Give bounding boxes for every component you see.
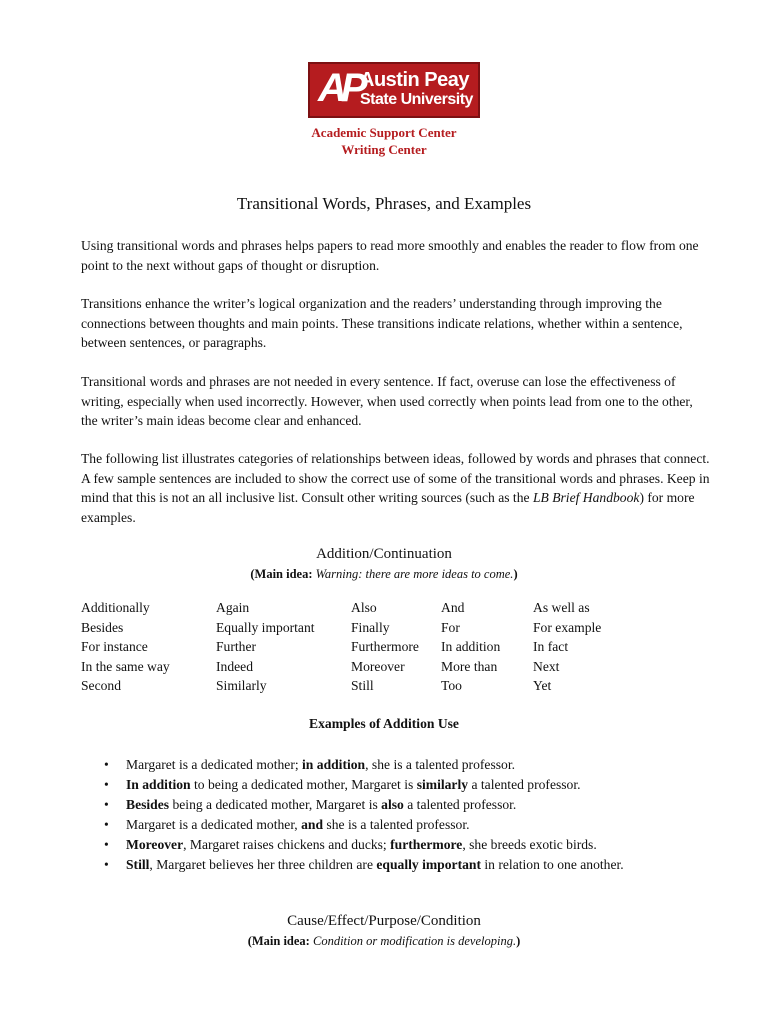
- logo-line-1: Austin Peay: [360, 69, 469, 91]
- example-text: Margaret is a dedicated mother,: [126, 817, 302, 832]
- document-title: Transitional Words, Phrases, and Examples: [236, 194, 532, 213]
- para4-after: ) for more examples.: [81, 490, 695, 525]
- main-idea-label-2: (Main idea:: [247, 934, 310, 948]
- transition-word: Additionally: [81, 600, 150, 615]
- example-text: , she is a talented professor.: [365, 757, 515, 772]
- transition-word: Similarly: [216, 678, 267, 694]
- transition-word: For instance: [81, 639, 148, 655]
- section-title-addition: Addition/Continuation: [316, 546, 452, 562]
- center-name: Writing Center: [341, 142, 427, 157]
- para4-before: The following list illustrates categories of relationships between ideas, followed by words and phrases that connect. A few sample sentences are included to show the correct use of some of the transitional words and phrases. Keep in mind that this is not an all inclusive list. Consult other writing sources (such as the: [81, 451, 710, 506]
- bullet-icon: •: [104, 817, 109, 832]
- university-logo: [308, 62, 480, 118]
- transition-word: Furthermore: [351, 639, 419, 655]
- example-text: a talented professor.: [403, 797, 517, 812]
- transition-word: In addition: [441, 639, 501, 655]
- main-idea-close-2: ): [516, 934, 521, 948]
- paragraph-list-intro: [81, 449, 711, 527]
- bullet-icon: •: [104, 757, 109, 772]
- example-item: [104, 795, 704, 815]
- transition-word: Moreover: [351, 658, 405, 674]
- addition-word-list: [81, 600, 701, 698]
- example-item: [104, 835, 704, 855]
- transition-highlight: similarly: [416, 777, 469, 792]
- example-text: a talented professor.: [468, 777, 581, 792]
- transition-word: Again: [216, 600, 250, 615]
- example-item: [104, 855, 704, 875]
- transition-word: For: [441, 619, 460, 635]
- transition-word: Further: [216, 639, 257, 655]
- word-row: [81, 659, 701, 679]
- word-row: [81, 620, 701, 640]
- transition-highlight: in addition: [302, 757, 366, 772]
- example-item: [104, 815, 704, 835]
- word-row: [81, 639, 701, 659]
- example-text: to being a dedicated mother, Margaret is: [190, 777, 417, 792]
- example-text: Margaret is a dedicated mother;: [126, 757, 303, 772]
- main-idea-text-2: Condition or modification is developing.: [312, 934, 517, 948]
- bullet-icon: •: [104, 797, 109, 812]
- handbook-title: LB Brief Handbook: [532, 490, 640, 506]
- example-item: [104, 775, 704, 795]
- transition-word: Next: [533, 658, 560, 674]
- logo-mark: AP: [318, 66, 362, 110]
- paragraph-transitions: Transitions enhance the writer’s logical organization and the readers’ understanding through improving the connections between thoughts and main points. These transitions indicate relations, whether within a sentence, between sentences, or paragraphs.: [81, 296, 683, 351]
- transition-highlight: equally important: [376, 857, 481, 872]
- main-idea-label: (Main idea:: [250, 567, 313, 581]
- transition-highlight: Still: [126, 857, 150, 872]
- transition-word: Also: [351, 600, 377, 615]
- section-title-cause: Cause/Effect/Purpose/Condition: [287, 913, 481, 929]
- transition-word: Still: [351, 678, 374, 694]
- main-idea-text: Warning: there are more ideas to come.: [315, 567, 514, 581]
- example-text: , Margaret raises chickens and ducks;: [183, 837, 391, 852]
- transition-highlight: and: [301, 817, 324, 832]
- word-row: [81, 600, 701, 620]
- transition-highlight: furthermore: [390, 837, 463, 852]
- transition-highlight: In addition: [126, 777, 191, 792]
- main-idea-close: ): [513, 567, 518, 581]
- section-subtitle-addition: [0, 567, 768, 582]
- example-text: being a dedicated mother, Margaret is: [169, 797, 382, 812]
- transition-word: More than: [441, 658, 498, 674]
- transition-word: Second: [81, 678, 122, 694]
- paragraph-intro: Using transitional words and phrases helps papers to read more smoothly and enables the reader to flow from one point to the next without gaps of thought or disruption.: [81, 238, 699, 273]
- transition-word: For example: [533, 619, 602, 635]
- example-text: , she breeds exotic birds.: [462, 837, 597, 852]
- transition-word: Besides: [81, 619, 124, 635]
- transition-word: As well as: [533, 600, 590, 615]
- section-subtitle-cause: [0, 934, 768, 949]
- transition-word: In fact: [533, 639, 569, 655]
- transition-word: Equally important: [216, 619, 315, 635]
- transition-highlight: Moreover: [126, 837, 184, 852]
- logo-line-2: State University: [360, 91, 473, 108]
- transition-word: Too: [441, 678, 462, 694]
- word-row: [81, 678, 701, 698]
- examples-title: Examples of Addition Use: [309, 716, 459, 731]
- bullet-icon: •: [104, 837, 109, 852]
- transition-word: Yet: [533, 678, 552, 694]
- example-text: in relation to one another.: [480, 857, 624, 872]
- transition-highlight: Besides: [126, 797, 170, 812]
- transition-word: In the same way: [81, 658, 170, 674]
- bullet-icon: •: [104, 777, 109, 792]
- example-text: she is a talented professor.: [323, 817, 470, 832]
- paragraph-usage: Transitional words and phrases are not needed in every sentence. If fact, overuse can lose the effectiveness of writing, especially when used incorrectly. However, when used correctly when points lead from one to the other, the writer’s main ideas become clear and enhanced.: [81, 374, 693, 429]
- transition-word: And: [441, 600, 465, 615]
- transition-word: Finally: [351, 619, 390, 635]
- examples-list: [104, 755, 704, 875]
- example-text: , Margaret believes her three children are: [149, 857, 377, 872]
- transition-word: Indeed: [216, 658, 253, 674]
- example-item: [104, 755, 704, 775]
- department-name: Academic Support Center: [311, 125, 457, 140]
- bullet-icon: •: [104, 857, 109, 872]
- transition-highlight: also: [381, 797, 404, 812]
